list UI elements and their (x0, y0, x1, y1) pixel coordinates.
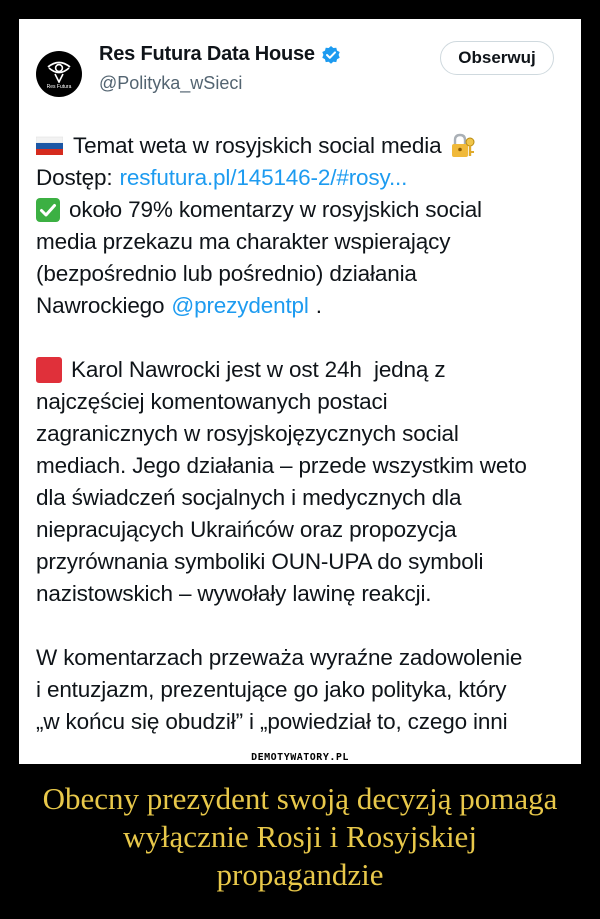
tweet-line-text: niepracujących Ukraińców oraz propozycja (36, 517, 457, 542)
tweet-line-text: Karol Nawrocki jest w ost 24h jedną z (71, 357, 446, 382)
tweet-line-text: dla świadczeń socjalnych i medycznych dla (36, 485, 462, 510)
tweet-line-text: media przekazu ma charakter wspierający (36, 229, 451, 254)
check-mark-icon (36, 198, 60, 222)
tweet-line (36, 130, 571, 162)
tweet-line (36, 674, 571, 706)
tweet-line (36, 418, 571, 450)
avatar[interactable] (36, 51, 82, 97)
tweet-line (36, 642, 571, 674)
lock-key-icon (449, 133, 477, 159)
caption-line: Obecny prezydent swoją decyzją pomaga (42, 781, 558, 816)
tweet-line (36, 354, 571, 386)
follow-button[interactable]: Obserwuj (440, 41, 554, 75)
tweet-line (36, 514, 571, 546)
tweet-line-text: mediach. Jego działania – przede wszystkim weto (36, 453, 527, 478)
tweet-text (36, 130, 571, 738)
caption (0, 780, 600, 894)
tweet-line (36, 450, 571, 482)
resfutura-link[interactable]: resfutura.pl/145146-2/#rosy... (119, 165, 408, 190)
verified-badge-icon (321, 45, 341, 65)
tweet-line (36, 226, 571, 258)
tweet-line-text: najczęściej komentowanych postaci (36, 389, 388, 414)
author-row (99, 43, 341, 66)
tweet-line (36, 290, 571, 322)
tweet-line (36, 162, 571, 194)
tweet-line-text: Nawrockiego (36, 293, 165, 318)
tweet-line-text: „w końcu się obudził” i „powiedział to, czego inni (36, 709, 508, 734)
tweet-line-text: przyrównania symboliki OUN-UPA do symboli (36, 549, 484, 574)
avatar-label: Res Futura (46, 83, 72, 90)
author-name[interactable]: Res Futura Data House (99, 43, 315, 65)
tweet-line (36, 578, 571, 610)
eye-logo-icon (46, 59, 72, 83)
tweet-line (36, 706, 571, 738)
tweet-line-text: i entuzjazm, prezentujące go jako polityka, który (36, 677, 507, 702)
tweet-line (36, 258, 571, 290)
red-square-icon (36, 357, 62, 383)
watermark: DEMOTYWATORY.PL (245, 751, 355, 764)
caption-line: wyłącznie Rosji i Rosyjskiej (123, 819, 477, 854)
tweet-screenshot (19, 19, 581, 764)
mention-link[interactable]: @prezydentpl (171, 293, 309, 318)
tweet-line-text: W komentarzach przeważa wyraźne zadowolenie (36, 645, 523, 670)
tweet-line-text: Temat weta w rosyjskich social media (73, 133, 442, 158)
tweet-header (19, 19, 581, 109)
tweet-line-text: Dostęp: (36, 165, 113, 190)
tweet-line (36, 546, 571, 578)
tweet-line-text: około 79% komentarzy w rosyjskich social (69, 197, 482, 222)
tweet-line-text: (bezpośrednio lub pośrednio) działania (36, 261, 417, 286)
tweet-line-text: zagranicznych w rosyjskojęzycznych social (36, 421, 459, 446)
caption-line: propagandzie (216, 857, 384, 892)
tweet-line (36, 386, 571, 418)
tweet-line-text: nazistowskich – wywołały lawinę reakcji. (36, 581, 432, 606)
tweet-line (36, 482, 571, 514)
russia-flag-icon (36, 136, 63, 156)
tweet-line-text: . (315, 293, 322, 318)
author-handle[interactable]: @Polityka_wSieci (99, 73, 243, 93)
tweet-line (36, 194, 571, 226)
